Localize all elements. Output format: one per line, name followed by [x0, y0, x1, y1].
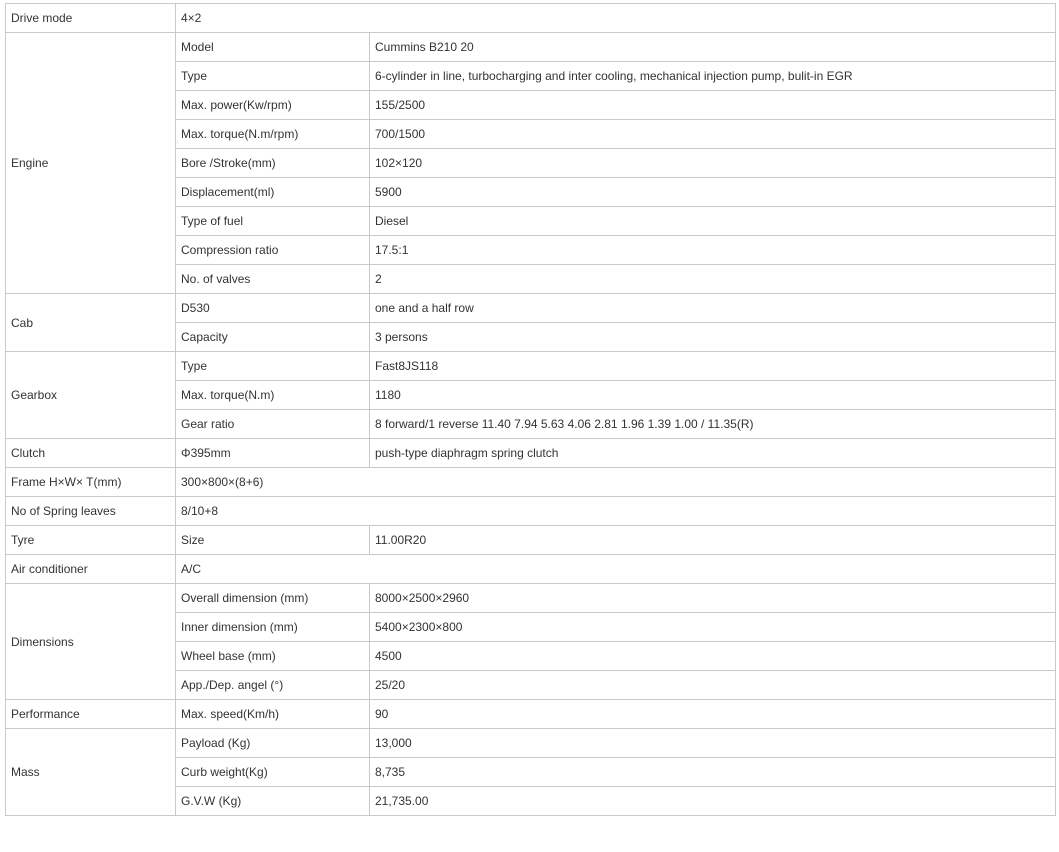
spec-group-cell: Dimensions: [6, 584, 176, 700]
spec-label-cell: G.V.W (Kg): [176, 787, 370, 816]
spec-value-cell: 5400×2300×800: [370, 613, 1056, 642]
table-row: [6, 294, 1056, 323]
table-row: [6, 33, 1056, 62]
spec-label-cell: Inner dimension (mm): [176, 613, 370, 642]
spec-value-cell: push-type diaphragm spring clutch: [370, 439, 1056, 468]
spec-label-cell: Type of fuel: [176, 207, 370, 236]
spec-label-cell: No. of valves: [176, 265, 370, 294]
table-row: [6, 439, 1056, 468]
spec-label-cell: D530: [176, 294, 370, 323]
spec-label-cell: Wheel base (mm): [176, 642, 370, 671]
table-row: [6, 468, 1056, 497]
spec-label-cell: Capacity: [176, 323, 370, 352]
table-row: [6, 700, 1056, 729]
spec-label-cell: Size: [176, 526, 370, 555]
spec-label-cell: A/C: [176, 555, 1056, 584]
spec-table: [5, 3, 1056, 816]
spec-label-cell: 4×2: [176, 4, 1056, 33]
spec-value-cell: 3 persons: [370, 323, 1056, 352]
spec-label-cell: App./Dep. angel (°): [176, 671, 370, 700]
spec-label-cell: Max. torque(N.m/rpm): [176, 120, 370, 149]
table-row: [6, 729, 1056, 758]
spec-group-cell: Air conditioner: [6, 555, 176, 584]
spec-group-cell: No of Spring leaves: [6, 497, 176, 526]
table-row: [6, 555, 1056, 584]
spec-label-cell: Overall dimension (mm): [176, 584, 370, 613]
spec-label-cell: Type: [176, 62, 370, 91]
spec-label-cell: 300×800×(8+6): [176, 468, 1056, 497]
table-row: [6, 497, 1056, 526]
spec-group-cell: Clutch: [6, 439, 176, 468]
spec-value-cell: Fast8JS118: [370, 352, 1056, 381]
spec-label-cell: Max. speed(Km/h): [176, 700, 370, 729]
spec-label-cell: 8/10+8: [176, 497, 1056, 526]
spec-group-cell: Drive mode: [6, 4, 176, 33]
spec-label-cell: Payload (Kg): [176, 729, 370, 758]
spec-label-cell: Max. torque(N.m): [176, 381, 370, 410]
spec-group-cell: Mass: [6, 729, 176, 816]
spec-group-cell: Frame H×W× T(mm): [6, 468, 176, 497]
spec-value-cell: 700/1500: [370, 120, 1056, 149]
table-row: [6, 352, 1056, 381]
spec-value-cell: 155/2500: [370, 91, 1056, 120]
spec-value-cell: 25/20: [370, 671, 1056, 700]
spec-label-cell: Max. power(Kw/rpm): [176, 91, 370, 120]
table-row: [6, 584, 1056, 613]
spec-value-cell: 13,000: [370, 729, 1056, 758]
spec-group-cell: Gearbox: [6, 352, 176, 439]
spec-label-cell: Compression ratio: [176, 236, 370, 265]
spec-label-cell: Bore /Stroke(mm): [176, 149, 370, 178]
spec-value-cell: Cummins B210 20: [370, 33, 1056, 62]
spec-value-cell: 11.00R20: [370, 526, 1056, 555]
spec-value-cell: Diesel: [370, 207, 1056, 236]
spec-group-cell: Engine: [6, 33, 176, 294]
spec-value-cell: 1180: [370, 381, 1056, 410]
spec-value-cell: 21,735.00: [370, 787, 1056, 816]
spec-value-cell: 5900: [370, 178, 1056, 207]
spec-value-cell: 8,735: [370, 758, 1056, 787]
spec-label-cell: Φ395mm: [176, 439, 370, 468]
spec-value-cell: 4500: [370, 642, 1056, 671]
spec-label-cell: Model: [176, 33, 370, 62]
spec-label-cell: Curb weight(Kg): [176, 758, 370, 787]
spec-value-cell: 2: [370, 265, 1056, 294]
spec-value-cell: one and a half row: [370, 294, 1056, 323]
spec-value-cell: 8 forward/1 reverse 11.40 7.94 5.63 4.06 2.81 1.96 1.39 1.00 / 11.35(R): [370, 410, 1056, 439]
spec-value-cell: 17.5:1: [370, 236, 1056, 265]
spec-group-cell: Performance: [6, 700, 176, 729]
spec-table-body: [6, 4, 1056, 816]
spec-value-cell: 102×120: [370, 149, 1056, 178]
spec-group-cell: Cab: [6, 294, 176, 352]
spec-label-cell: Displacement(ml): [176, 178, 370, 207]
table-row: [6, 4, 1056, 33]
spec-value-cell: 6-cylinder in line, turbocharging and inter cooling, mechanical injection pump, bulit-in EGR: [370, 62, 1056, 91]
spec-label-cell: Type: [176, 352, 370, 381]
spec-group-cell: Tyre: [6, 526, 176, 555]
table-row: [6, 526, 1056, 555]
spec-value-cell: 90: [370, 700, 1056, 729]
spec-value-cell: 8000×2500×2960: [370, 584, 1056, 613]
spec-label-cell: Gear ratio: [176, 410, 370, 439]
